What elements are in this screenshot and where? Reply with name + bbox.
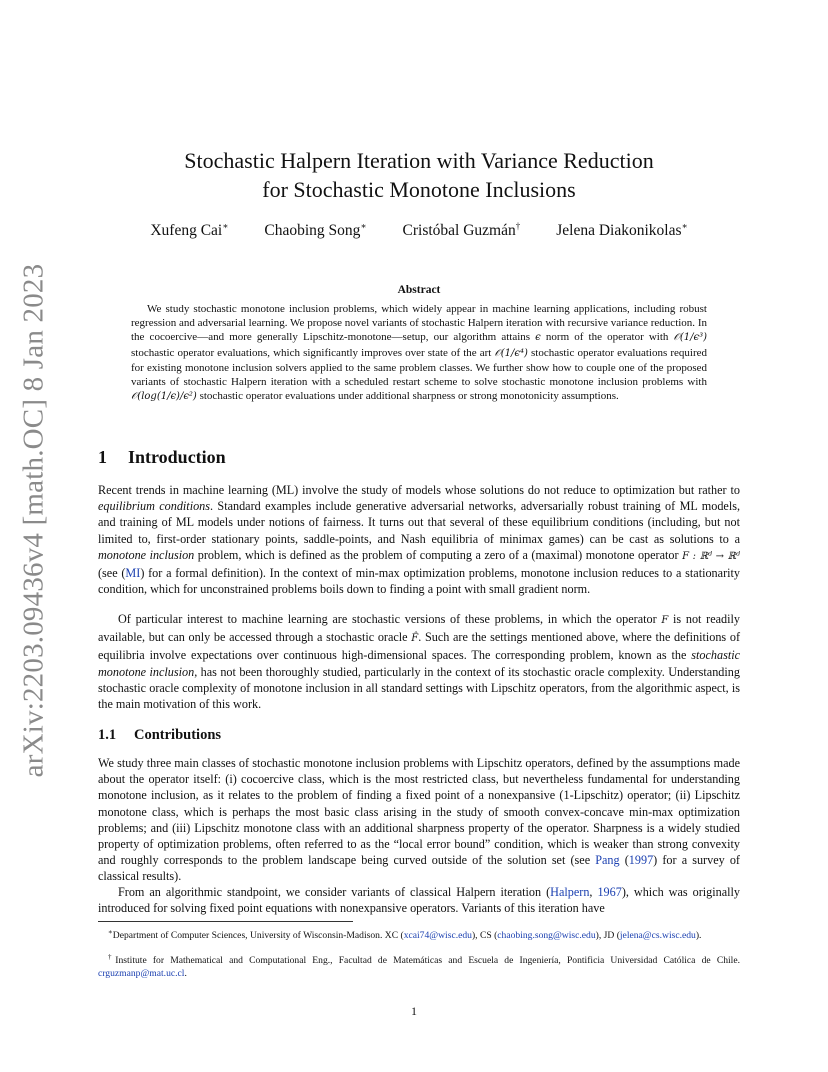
section-title: Contributions	[134, 727, 222, 743]
section-number: 1	[98, 447, 107, 467]
citation-link[interactable]: 1997	[628, 853, 654, 868]
abstract-heading: Abstract	[397, 284, 441, 296]
title-line-2: for Stochastic Monotone Inclusions	[262, 177, 576, 202]
math-operator: F	[661, 615, 669, 626]
section-heading-introduction	[98, 447, 226, 468]
footnote-mark: †	[108, 953, 116, 961]
footnote-mark: ∗	[108, 928, 113, 936]
footnote-divider	[98, 921, 353, 922]
author-mark: †	[515, 221, 521, 231]
abstract-body: We study stochastic monotone inclusion problems, which widely appear in machine learning applications, including robust regression and adversarial learning. We propose novel variants of stochastic Halpern iteration with recursive variance reduction. In the cocoercive—and more generally Lipschitz-monotone—setup, our algorithm attains ϵ norm of the operator with 𝒪(1/ϵ³) stochastic operator evaluations, which significantly improves over state of the art 𝒪(1/ϵ⁴) stochastic operator evaluations required for existing monotone inclusion solvers applied to the same problem classes. We further show how to couple one of the proposed variants of stochastic Halpern iteration with a scheduled restart scheme to solve stochastic monotone inclusion problems with 𝒪(log(1/ϵ)/ϵ²) stochastic operator evaluations under additional sharpness or strong monotonicity assumptions.	[131, 303, 707, 403]
footnote: †Institute for Mathematical and Computational Eng., Facultad de Matemáticas and Escuela de Ingeniería, Pontificia Universidad Católica de Chile. crguzmanp@mat.uc.cl.	[98, 953, 741, 979]
citation-link[interactable]: 1967	[597, 885, 622, 899]
section-title: Introduction	[128, 447, 226, 467]
title-line-1: Stochastic Halpern Iteration with Variance Reduction	[184, 148, 654, 173]
emphasis: stochastic monotone inclusion	[98, 648, 740, 679]
math-complexity: 𝒪(log(1/ϵ)/ϵ²)	[131, 391, 197, 403]
author-name: Chaobing Song	[264, 222, 361, 240]
citation-link[interactable]: Halpern	[550, 885, 590, 899]
math-epsilon: ϵ	[535, 332, 541, 344]
author-mark: ∗	[681, 221, 688, 231]
paragraph: From an algorithmic standpoint, we consider variants of classical Halpern iteration (Halpern, 1967), which was originally introduced for solving fixed point equations with nonexpansive operators. Variants of this iteration have	[98, 885, 741, 916]
paragraph: We study three main classes of stochastic monotone inclusion problems with Lipschitz operators, defined by the assumptions made about the operator itself: (i) cocoercive class, which is the most restricted class, but nevertheless fundamental for understanding monotone inclusion, as it relates to the problem of finding a fixed point of a nonexpansive (1-Lipschitz) operator; (ii) Lipschitz monotone class, which is perhaps the most basic class arising in the study of smooth convex-concave min-max optimization problems; and (iii) Lipschitz monotone class with an additional sharpness property of the operator. Sharpness is a widely studied property of optimization problems, often referred to as the “local error bound” condition, which is weaker than strong convexity and roughly corresponds to the problem landscape being curved outside of the solution set (see Pang (1997) for a survey of classical results).	[98, 756, 740, 884]
author-name: Xufeng Cai	[150, 222, 223, 240]
author-list	[98, 221, 740, 240]
paper-title	[98, 146, 740, 204]
equation-reference-link[interactable]: MI	[125, 566, 141, 581]
math-operator: F : ℝᵈ → ℝᵈ	[682, 550, 740, 562]
email-link[interactable]: xcai74@wisc.edu	[403, 930, 472, 942]
math-complexity: 𝒪(1/ϵ³)	[673, 332, 707, 344]
author	[150, 221, 228, 240]
page-number: 1	[411, 1004, 417, 1018]
emphasis: monotone inclusion	[98, 547, 195, 562]
author-mark: ∗	[222, 221, 229, 231]
email-link[interactable]: chaobing.song@wisc.edu	[497, 930, 596, 942]
math-stochastic-oracle: F̂	[411, 633, 419, 645]
arxiv-identifier: arXiv:2203.09436v4 [math.OC] 8 Jan 2023	[17, 263, 50, 777]
math-complexity: 𝒪(1/ϵ⁴)	[494, 347, 528, 359]
author	[556, 221, 687, 240]
author-name: Jelena Diakonikolas	[556, 222, 682, 240]
author	[403, 221, 521, 240]
footnote: ∗Department of Computer Sciences, University of Wisconsin-Madison. XC (xcai74@wisc.edu), CS (chaobing.song@wisc.edu), JD (jelena@cs.wisc.edu).	[108, 928, 702, 942]
emphasis: equilibrium conditions	[98, 499, 211, 514]
section-number: 1.1	[98, 727, 117, 743]
citation-link[interactable]: Pang	[595, 853, 620, 868]
email-link[interactable]: crguzmanp@mat.uc.cl	[98, 967, 185, 979]
author	[264, 221, 366, 240]
paragraph: Recent trends in machine learning (ML) involve the study of models whose solutions do not reduce to optimization but rather to equilibrium conditions. Standard examples include generative adversarial networks, adversarially robust training of ML models, and training of ML models under notions of fairness. It turns out that several of these equilibrium conditions (including, but not limited to, first-order stationary points, saddle-points, and Nash equilibria of minimax games) can be cast as solutions to a monotone inclusion problem, which is defined as the problem of computing a zero of a (maximal) monotone operator F : ℝᵈ → ℝᵈ (see (MI) for a formal definition). In the context of min-max optimization problems, monotone inclusion reduces to a stationarity condition, which for unconstrained problems boils down to finding a point with small gradient norm.	[98, 483, 741, 597]
paragraph: Of particular interest to machine learning are stochastic versions of these problems, in which the operator F is not readily available, but can only be accessed through a stochastic oracle F̂. Such are the settings mentioned above, where the definitions of equilibria involve expectations over continuous high-dimensional spaces. The corresponding problem, known as the stochastic monotone inclusion, has not been thoroughly studied, particularly in the context of its stochastic oracle complexity. Understanding stochastic oracle complexity of monotone inclusion in all standard settings with Lipschitz operators, from the algorithmic aspect, is the main motivation of this work.	[98, 612, 741, 712]
section-heading-contributions	[98, 727, 221, 744]
author-name: Cristóbal Guzmán	[402, 222, 516, 240]
arxiv-watermark	[8, 263, 60, 777]
author-mark: ∗	[360, 221, 367, 231]
email-link[interactable]: jelena@cs.wisc.edu	[619, 930, 696, 942]
